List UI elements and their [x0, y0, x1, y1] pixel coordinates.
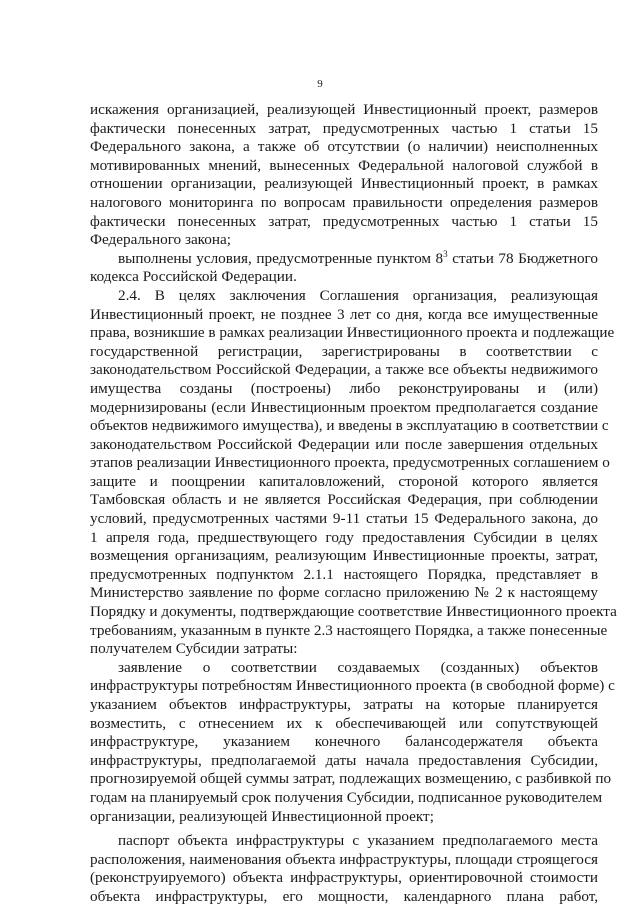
- text-line: отношении организации, реализующей Инвестиционный проект, в рамках: [90, 175, 598, 193]
- text-line: Тамбовская область и не является Российская Федерация, при соблюдении: [90, 491, 598, 509]
- text-line: этапов реализации Инвестиционного проекта, предусмотренных соглашением о: [90, 454, 610, 472]
- text-line: Министерство заявление по форме согласно приложению № 2 к настоящему: [90, 584, 598, 602]
- text-line: модернизированы (если Инвестиционным проектом предполагается создание: [90, 398, 598, 416]
- text-line: налогового мониторинга по вопросам правильности определения размеров: [90, 193, 598, 211]
- text-line: Федерального закона;: [90, 231, 231, 249]
- text-line: объектов недвижимого имущества), и введены в эксплуатацию в соответствии с: [90, 417, 609, 435]
- text-line: законодательством Российской Федерации или после завершения отдельных: [90, 435, 598, 453]
- page-number: 9: [317, 78, 323, 90]
- text-line: кодекса Российской Федерации.: [90, 268, 297, 286]
- text-line: фактически понесенных затрат, предусмотренных частью 1 статьи 15: [90, 119, 598, 137]
- text-line: возмещения организациям, реализующим Инвестиционные проекты, затрат,: [90, 547, 598, 565]
- text-line: паспорт объекта инфраструктуры с указанием предполагаемого места: [118, 832, 598, 850]
- superscript: 3: [443, 248, 448, 259]
- text-line: прогнозируемой общей суммы затрат, подлежащих возмещению, с разбивкой по: [90, 770, 612, 788]
- text-line: защите и поощрении капиталовложений, стороной которого является: [90, 472, 598, 490]
- paragraph-2-4: [90, 286, 617, 659]
- text-line: (реконструируемого) объекта инфраструктуры, ориентировочной стоимости: [90, 869, 598, 887]
- text-fragment: статьи 78 Бюджетного: [447, 249, 598, 267]
- text-line: государственной регистрации, зарегистрированы в соответствии с: [90, 342, 598, 360]
- text-line: законодательством Российской Федерации, а также все объекты недвижимого: [90, 361, 598, 379]
- text-line: расположения, наименования объекта инфраструктуры, площади строящегося: [90, 850, 598, 868]
- text-line: возместить, с отнесением их к обеспечивающей или сопутствующей: [90, 714, 598, 732]
- text-line: Инвестиционный проект, не позднее 3 лет со дня, когда все имущественные: [90, 305, 598, 323]
- text-line: инфраструктуры потребностям Инвестиционного проекта (в свободной форме) с: [90, 677, 615, 695]
- text-line: инфраструктуры, предполагаемой даты начала предоставления Субсидии,: [90, 751, 598, 769]
- text-line: имущества созданы (построены) либо реконструированы и (или): [90, 379, 598, 397]
- text-line: получателем Субсидии затраты:: [90, 640, 298, 658]
- text-line: 1 апреля года, предшествующего году предоставления Субсидии в целях: [90, 528, 598, 546]
- paragraph-budget-code-conditions: [90, 250, 598, 287]
- text-line: указанием объектов инфраструктуры, затраты на которые планируется: [90, 696, 598, 713]
- paragraph-passport: [90, 832, 598, 906]
- paragraph-continuation: [90, 101, 598, 250]
- paragraph-application: [90, 658, 615, 826]
- text-fragment: выполнены условия, предусмотренные пунктом 8: [118, 249, 444, 267]
- text-line: права, возникшие в рамках реализации Инвестиционного проекта и подлежащие: [90, 324, 615, 342]
- text-line: требованиям, указанным в пункте 2.3 настоящего Порядка, а также понесенные: [90, 621, 608, 639]
- text-line: условий, предусмотренных частями 9-11 статьи 15 Федерального закона, до: [90, 510, 598, 528]
- text-line: [90, 250, 598, 269]
- text-line: фактически понесенных затрат, предусмотренных частью 1 статьи 15: [90, 212, 598, 230]
- document-body: [90, 101, 617, 907]
- text-line: предусмотренных подпунктом 2.1.1 настоящего Порядка, представляет в: [90, 565, 598, 583]
- text-line: заявление о соответствии создаваемых (созданных) объектов: [118, 658, 598, 676]
- text-line: организации, реализующей Инвестиционной проект;: [90, 807, 434, 825]
- text-line: 2.4. В целях заключения Соглашения организация, реализующая: [118, 286, 598, 304]
- text-line: искажения организацией, реализующей Инвестиционный проект, размеров: [90, 101, 598, 118]
- text-line: годам на планируемый срок получения Субсидии, подписанное руководителем: [90, 788, 603, 806]
- text-line: инфраструктуре, указанием конечного балансодержателя объекта: [90, 733, 598, 751]
- text-line: мотивированных мнений, вынесенных Федеральной налоговой службой в: [90, 156, 598, 174]
- text-line: объекта инфраструктуры, его мощности, календарного плана работ,: [90, 887, 598, 905]
- text-line: Федерального закона, а также об отсутствии (о наличии) неисполненных: [90, 138, 598, 156]
- text-line: Порядку и документы, подтверждающие соответствие Инвестиционного проекта: [90, 603, 617, 621]
